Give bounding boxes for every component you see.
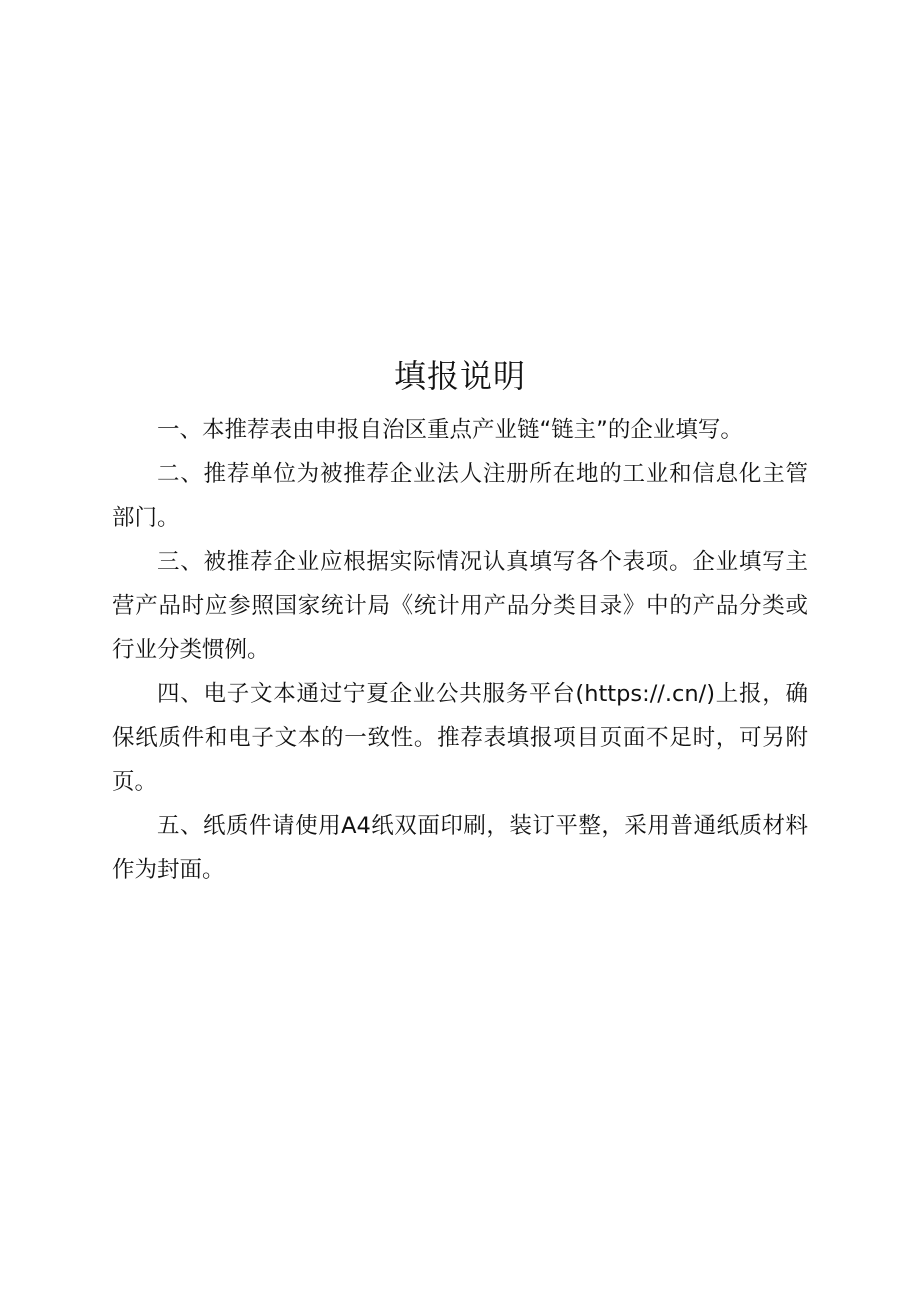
instruction-paragraph-1: 一、本推荐表由申报自治区重点产业链“链主”的企业填写。 <box>157 417 743 443</box>
instruction-paragraph-3: 三、被推荐企业应根据实际情况认真填写各个表项。企业填写主营产品时应参照国家统计局《统计用产品分类目录》中的产品分类或行业分类惯例。 <box>112 549 808 663</box>
instructions-body <box>112 408 808 892</box>
instruction-paragraph-2: 二、推荐单位为被推荐企业法人注册所在地的工业和信息化主管部门。 <box>112 461 808 531</box>
instruction-paragraph-5: 五、纸质件请使用A4纸双面印刷，装订平整，采用普通纸质材料作为封面。 <box>112 813 808 883</box>
page-title: 填报说明 <box>393 357 526 395</box>
instruction-paragraph-4: 四、电子文本通过宁夏企业公共服务平台(https://.cn/)上报，确保纸质件和电子文本的一致性。推荐表填报项目页面不足时，可另附页。 <box>112 681 808 795</box>
